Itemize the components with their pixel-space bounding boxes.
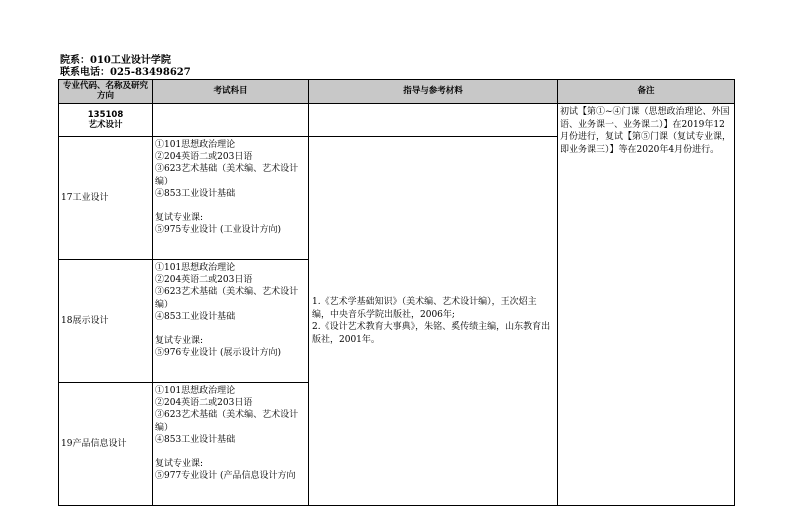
subject-item: ①101思想政治理论 xyxy=(155,263,236,273)
subject-item: ②204英语二或203日语 xyxy=(155,152,253,163)
contact-phone: 联系电话：025-83498627 xyxy=(60,67,191,78)
subjects-cell xyxy=(153,260,309,383)
retest-subject: ⑤976专业设计 (展示设计方向) xyxy=(155,348,282,359)
subject-item: ③623艺术基础（美术编、艺术设计编） xyxy=(155,410,299,433)
subject-item: ①101思想政治理论 xyxy=(155,140,236,150)
subject-item: ②204英语二或203日语 xyxy=(155,275,253,286)
col-header-notes: 备注 xyxy=(558,80,735,104)
direction-name: 17工业设计 xyxy=(59,137,153,260)
retest-label: 复试专业课: xyxy=(155,459,204,470)
note-cell: 初试【第①~④门课（思想政治理论、外国语、业务课一、业务课二）】在2019年12月份进行，复试【第⑤门课（复试专业课，即业务课三）】等在2020年4月份进行。 xyxy=(558,104,735,506)
col-header-references: 指导与参考材料 xyxy=(309,80,558,104)
direction-name: 18展示设计 xyxy=(59,260,153,383)
subject-item: ④853工业设计基础 xyxy=(155,434,236,445)
col-header-code: 专业代码、名称及研究方向 xyxy=(59,80,153,104)
empty-cell xyxy=(309,104,558,137)
subject-item: ②204英语二或203日语 xyxy=(155,398,253,409)
subject-item: ③623艺术基础（美术编、艺术设计编） xyxy=(155,164,299,187)
subject-item: ③623艺术基础（美术编、艺术设计编） xyxy=(155,287,299,310)
col-header-subjects: 考试科目 xyxy=(153,80,309,104)
exam-table xyxy=(58,79,735,506)
major-name: 艺术设计 xyxy=(88,120,123,130)
empty-cell xyxy=(153,104,309,137)
subject-item: ④853工业设计基础 xyxy=(155,311,236,322)
reference-item: 2.《设计艺术教育大事典》，朱铭、奚传绩主编，山东教育出版社，2001年。 xyxy=(312,322,551,345)
retest-subject: ⑤975专业设计 (工业设计方向) xyxy=(155,225,282,236)
retest-label: 复试专业课: xyxy=(155,336,204,347)
reference-item: 1.《艺术学基础知识》（美术编、艺术设计编），王次炤主编，中央音乐学院出版社，2006年; xyxy=(312,297,537,320)
direction-name: 19产品信息设计 xyxy=(59,383,153,506)
subject-item: ①101思想政治理论 xyxy=(155,386,236,396)
references-cell xyxy=(309,137,558,506)
retest-label: 复试专业课: xyxy=(155,213,204,224)
subject-item: ④853工业设计基础 xyxy=(155,188,236,199)
major-code: 135108 xyxy=(87,110,124,120)
retest-subject: ⑤977专业设计 (产品信息设计方向 xyxy=(155,471,296,482)
college-title: 院系：010工业设计学院 xyxy=(60,55,171,66)
subjects-cell xyxy=(153,383,309,506)
major-cell xyxy=(59,104,153,137)
subjects-cell xyxy=(153,137,309,260)
